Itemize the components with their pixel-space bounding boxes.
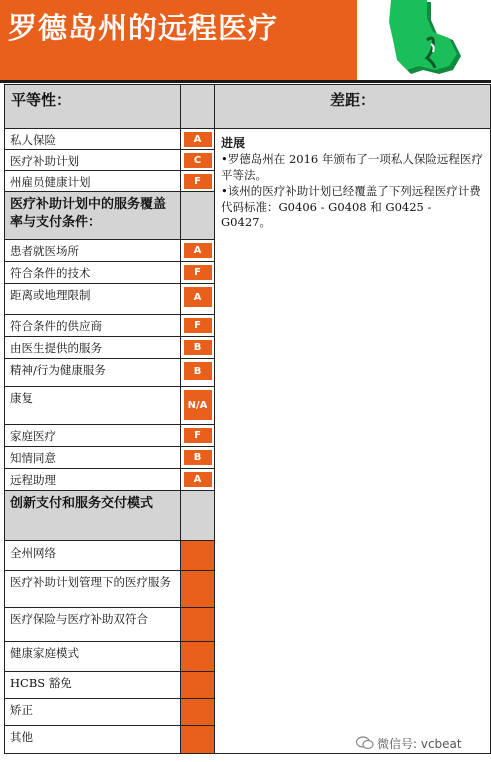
wechat-icon: [356, 736, 374, 753]
header-divider: [0, 80, 491, 83]
innovation-section-heading: 创新支付和服务交付模式: [5, 491, 181, 541]
progress-title: 进展: [221, 136, 246, 150]
grade-header: [181, 85, 215, 129]
section-spacer: [181, 192, 215, 240]
parity-row-label: 州雇员健康计划: [5, 171, 181, 192]
progress-bullet: •罗德岛州在 2016 年颁布了一项私人保险远程医疗平等法。: [221, 152, 483, 182]
grade-badge: N/A: [184, 390, 212, 420]
title-band: [0, 0, 357, 80]
wechat-watermark: [356, 735, 462, 753]
coverage-row-label: 家庭医疗: [5, 425, 181, 447]
coverage-row-label: 符合条件的技术: [5, 262, 181, 284]
parity-header: 平等性：: [5, 85, 181, 129]
grade-badge: C: [184, 153, 212, 168]
report-table: [4, 84, 491, 754]
state-map-logo: [357, 0, 491, 80]
grade-cell: [181, 541, 215, 571]
coverage-row-label: 远程助理: [5, 469, 181, 491]
grade-badge: F: [184, 265, 212, 280]
innovation-row-label: HCBS 豁免: [5, 672, 181, 699]
grade-badge: A: [184, 472, 212, 487]
coverage-row-label: 康复: [5, 387, 181, 425]
coverage-row-label: 距离或地理限制: [5, 284, 181, 315]
grade-cell: [181, 672, 215, 699]
grade-cell: [181, 642, 215, 672]
grade-badge: A: [184, 132, 212, 147]
watermark-text: 微信号: vcbeat: [377, 737, 462, 751]
header: [0, 0, 491, 80]
grade-badge: F: [184, 428, 212, 443]
progress-bullet: •该州的医疗补助计划已经覆盖了下列远程医疗计费代码标准：G0406 - G0408 和 G0425 - G0427。: [221, 184, 481, 230]
page-title: 罗德岛州的远程医疗: [8, 11, 279, 45]
grade-badge: A: [184, 243, 212, 258]
grade-badge: F: [184, 174, 212, 189]
section-spacer: [181, 491, 215, 541]
innovation-row-label: 全州网络: [5, 541, 181, 571]
grade-cell: [181, 699, 215, 726]
gap-header: 差距：: [215, 85, 491, 129]
innovation-row-label: 健康家庭模式: [5, 642, 181, 672]
innovation-row-label: 其他: [5, 726, 181, 754]
innovation-row-label: 矫正: [5, 699, 181, 726]
parity-row-label: 医疗补助计划: [5, 150, 181, 171]
grade-cell: [181, 608, 215, 642]
parity-row-label: 私人保险: [5, 129, 181, 150]
grade-badge: B: [184, 450, 212, 465]
grade-badge: A: [184, 287, 212, 307]
coverage-section-heading: 医疗补助计划中的服务覆盖率与支付条件：: [5, 192, 181, 240]
grade-badge: B: [184, 340, 212, 355]
coverage-row-label: 符合条件的供应商: [5, 315, 181, 337]
grade-badge: F: [184, 318, 212, 333]
gap-content: [215, 129, 491, 754]
grade-cell: [181, 571, 215, 608]
coverage-row-label: 由医生提供的服务: [5, 337, 181, 359]
rhode-island-map-icon: [357, 0, 491, 80]
coverage-row-label: 知情同意: [5, 447, 181, 469]
coverage-row-label: 患者就医场所: [5, 240, 181, 262]
grade-cell: [181, 726, 215, 754]
grade-badge: B: [184, 362, 212, 380]
innovation-row-label: 医疗补助计划管理下的医疗服务: [5, 571, 181, 608]
innovation-row-label: 医疗保险与医疗补助双符合: [5, 608, 181, 642]
coverage-row-label: 精神/行为健康服务: [5, 359, 181, 387]
